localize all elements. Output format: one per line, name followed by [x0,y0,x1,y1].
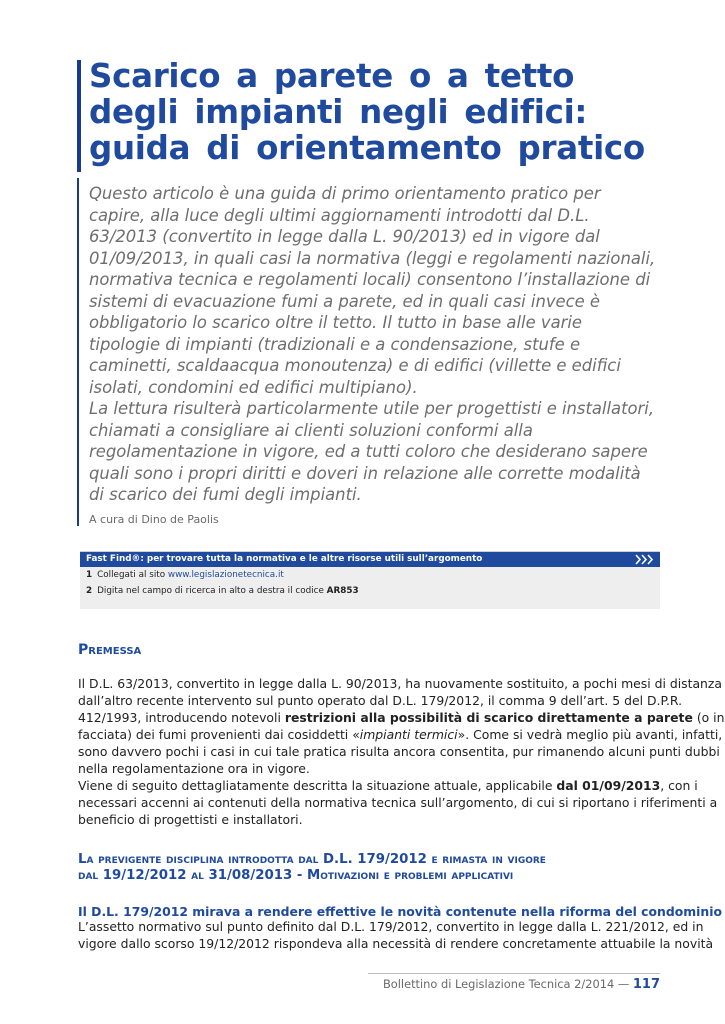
text-line: vigore dallo scorso 19/12/2012 rispondeva alla necessità di rendere concretamente attuabile la novità [78,936,714,951]
text-run: , con i [660,778,698,793]
fast-find-header [80,552,660,567]
italic-text: impianti termici [359,727,458,742]
text-line: sono davvero pochi i casi in cui tale pratica risulta ancora consentita, pur rimanendo alcuni punti dubbi [78,744,720,759]
section-heading-line: La previgente disciplina introdotta dal D.L. 179/2012 e rimasta in vigore [78,852,546,867]
site-link[interactable]: www.legislazionetecnica.it [167,570,284,580]
page-number: 117 [632,977,660,992]
text-line [78,709,725,726]
footer-rule [368,973,660,974]
section-paragraph [78,918,714,952]
abstract-line: 01/09/2013, in quali casi la normativa (leggi e regolamenti nazionali, [89,248,656,268]
text-line: nella regolamentazione ora in vigore. [78,761,310,776]
fast-find-box [80,551,660,609]
search-code: AR853 [326,586,359,596]
section-heading-line: dal 19/12/2012 al 31/08/2013 - Motivazioni e problemi applicativi [78,868,514,883]
step-text: Digita nel campo di ricerca in alto a destra il codice [97,586,327,596]
fast-find-step-1 [80,567,660,583]
abstract-line: normativa tecnica e regolamenti locali) consentono l’installazione di [89,270,651,289]
abstract-line: obbligatorio lo scarico oltre il tetto. Il tutto in base alle varie [89,313,582,332]
author-credit: A cura di Dino de Paolis [89,513,219,526]
abstract-line: Questo articolo è una guida di primo orientamento pratico per [89,184,601,203]
article-title [89,58,689,166]
abstract-line: 63/2013 (convertito in legge dalla L. 90/2013) ed in vigore dal [89,227,600,246]
premessa-heading: Premessa [78,642,142,658]
article-abstract [89,183,669,506]
title-line-2: degli impianti negli edifici: [89,93,588,131]
text-line: necessari accenni ai contenuti della normativa tecnica sull’argomento, di cui si riportano i riferimenti a [78,795,718,810]
title-line-3: guida di orientamento pratico [89,129,645,167]
text-run: Viene di seguito dettagliatamente descritta la situazione attuale, applicabile [78,778,557,793]
abstract-line: capire, alla luce degli ultimi aggiornamenti introdotti dal D.L. [89,205,590,225]
intro-accent-bar [77,178,79,526]
abstract-line: chiamati a consigliare ai clienti soluzioni conformi alla [89,420,533,440]
abstract-line: tipologie di impianti (tradizionali e a condensazione, stufe e [89,334,581,354]
fast-find-header-text: Fast Find®: per trovare tutta la normativa e le altre risorse utili sull’argomento [86,554,483,564]
text-line: Il D.L. 63/2013, convertito in legge dalla L. 90/2013, ha nuovamente sostituito, a pochi mesi di distanza [78,676,723,691]
journal-name: Bollettino di Legislazione Tecnica 2/2014 — [382,977,630,991]
text-run: (o in [692,710,725,725]
fast-find-step-2 [80,583,660,599]
section-heading [78,852,663,884]
text-run: 412/1993, introducendo notevoli [78,710,285,725]
abstract-line: caminetti, scaldaacqua monoutenza) e di edifici (villette e edifici [89,356,621,375]
text-line [78,777,698,794]
abstract-line: di scarico dei fumi degli impianti. [89,485,362,504]
title-line-1: Scarico a parete o a tetto [89,57,575,95]
abstract-line: sistemi di evacuazione fumi a parete, ed in quali casi invece è [89,291,601,311]
text-line: L’assetto normativo sul punto definito dal D.L. 179/2012, convertito in legge dalla L. 221/2012, ed in [78,919,704,934]
text-run: ». Come si vedrà meglio più avanti, infatti, [457,727,723,742]
title-accent-bar [77,60,81,172]
double-chevron-right-icon [632,552,658,567]
text-line: beneficio di progettisti e installatori. [78,812,303,827]
step-number: 1 [86,570,93,580]
emphasis-text: dal 01/09/2013 [556,778,661,793]
emphasis-text: restrizioni alla possibilità di scarico direttamente a parete [284,710,693,725]
step-number: 2 [86,586,93,596]
premessa-paragraph [78,675,725,828]
abstract-line: La lettura risulterà particolarmente utile per progettisti e installatori, [89,399,655,418]
step-text: Collegati al sito [97,570,168,580]
page-footer [383,977,660,992]
abstract-line: quali sono i propri diritti e doveri in relazione alle corrette modalità [89,463,641,483]
text-line [78,726,723,743]
subsection-heading: Il D.L. 179/2012 mirava a rendere effettive le novità contenute nella riforma del condominio [78,904,722,919]
abstract-line: isolati, condomini ed edifici multipiano). [89,377,418,397]
abstract-line: regolamentazione in vigore, ed a tutti coloro che desiderano sapere [89,442,648,461]
text-run: facciata) dei fumi provenienti dai cosiddetti « [78,727,360,742]
text-line: dall’altro recente intervento sul punto operato dal D.L. 179/2012, il comma 9 dell’art. 5 del D.P.R. [78,693,683,708]
